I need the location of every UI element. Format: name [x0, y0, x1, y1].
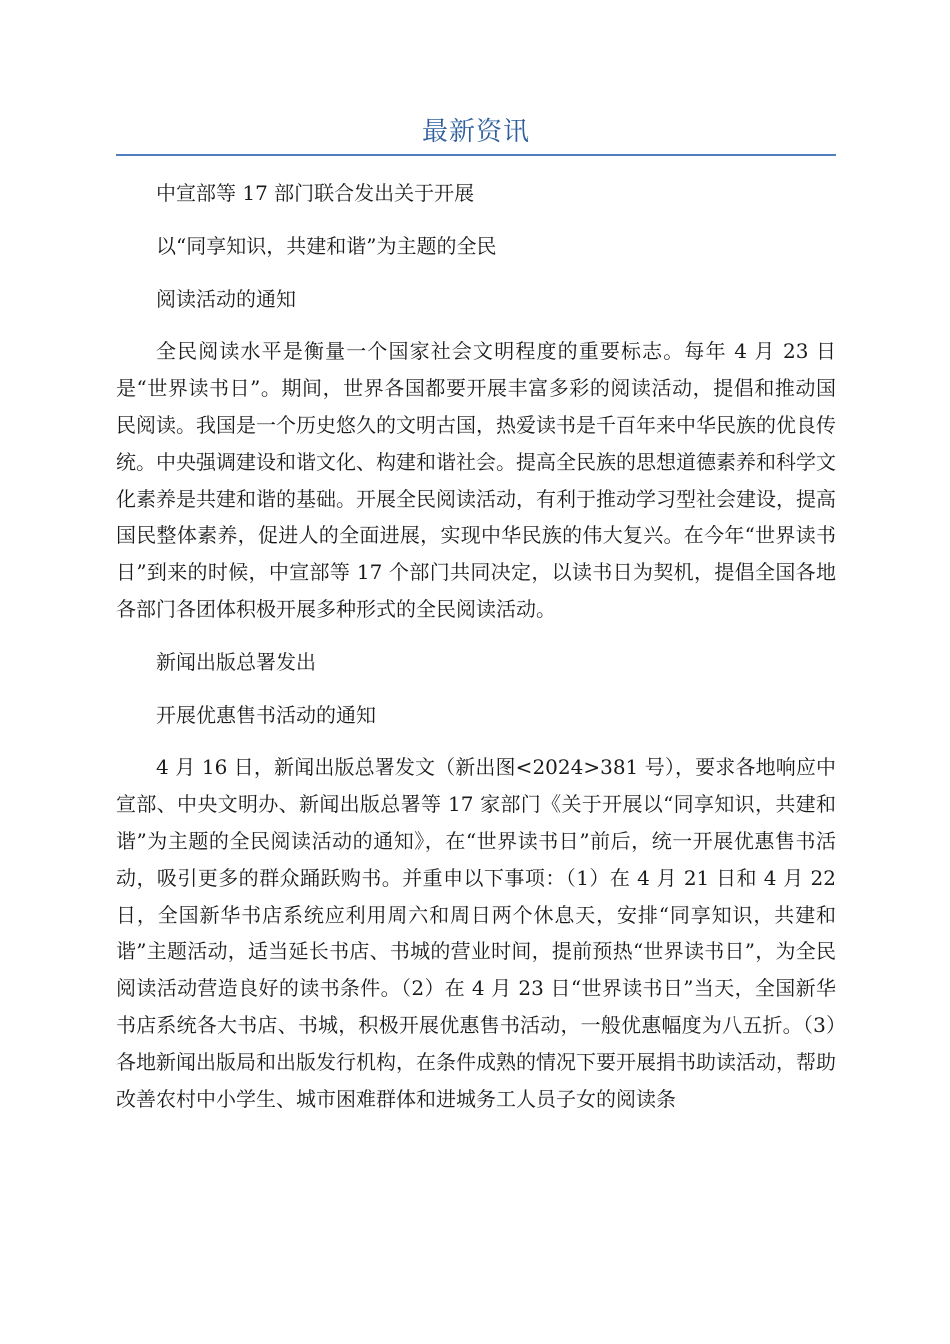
- notice-heading-line-3: 阅读活动的通知: [156, 286, 296, 311]
- subheading-line-2: 开展优惠售书活动的通知: [156, 702, 376, 727]
- notice-heading-line-2: 以“同享知识，共建和谐”为主题的全民: [156, 233, 497, 258]
- title-underline: [116, 154, 836, 156]
- document-body: [116, 175, 836, 1117]
- body-paragraph-book-sale: 4 月 16 日，新闻出版总署发文（新出图<2024>381 号），要求各地响应中宣部、中央文明办、新闻出版总署等 17 家部门《关于开展以“同享知识，共建和谐”为主题的全民阅读活动的通知》，在“世界读书日”前后，统一开展优惠售书活动，吸引更多的群众踊跃购书。并重申以下事项：（1）在 4 月 21 日和 4 月 22 日，全国新华书店系统应利用周六和周日两个休息天，安排“同享知识，共建和谐”主题活动，适当延长书店、书城的营业时间，提前预热“世界读书日”，为全民阅读活动营造良好的读书条件。（2）在 4 月 23 日“世界读书日”当天，全国新华书店系统各大书店、书城，积极开展优惠售书活动，一般优惠幅度为八五折。（3）各地新闻出版局和出版发行机构，在条件成熟的情况下要开展捐书助读活动，帮助改善农村中小学生、城市困难群体和进城务工人员子女的阅读条: [116, 755, 836, 1111]
- body-paragraph-reading-day: 全民阅读水平是衡量一个国家社会文明程度的重要标志。每年 4 月 23 日是“世界读书日”。期间，世界各国都要开展丰富多彩的阅读活动，提倡和推动国民阅读。我国是一个历史悠久的文明古国，热爱读书是千百年来中华民族的优良传统。中央强调建设和谐文化、构建和谐社会。提高全民族的思想道德素养和科学文化素养是共建和谐的基础。开展全民阅读活动，有利于推动学习型社会建设，提高国民整体素养，促进人的全面进展，实现中华民族的伟大复兴。在今年“世界读书日”到来的时候，中宣部等 17 个部门共同决定，以读书日为契机，提倡全国各地各部门各团体积极开展多种形式的全民阅读活动。: [116, 339, 836, 621]
- document-title: 最新资讯: [421, 117, 530, 147]
- document-page: [116, 0, 836, 1133]
- subheading-line-1: 新闻出版总署发出: [156, 649, 316, 674]
- notice-heading-line-1: 中宣部等 17 部门联合发出关于开展: [156, 181, 475, 205]
